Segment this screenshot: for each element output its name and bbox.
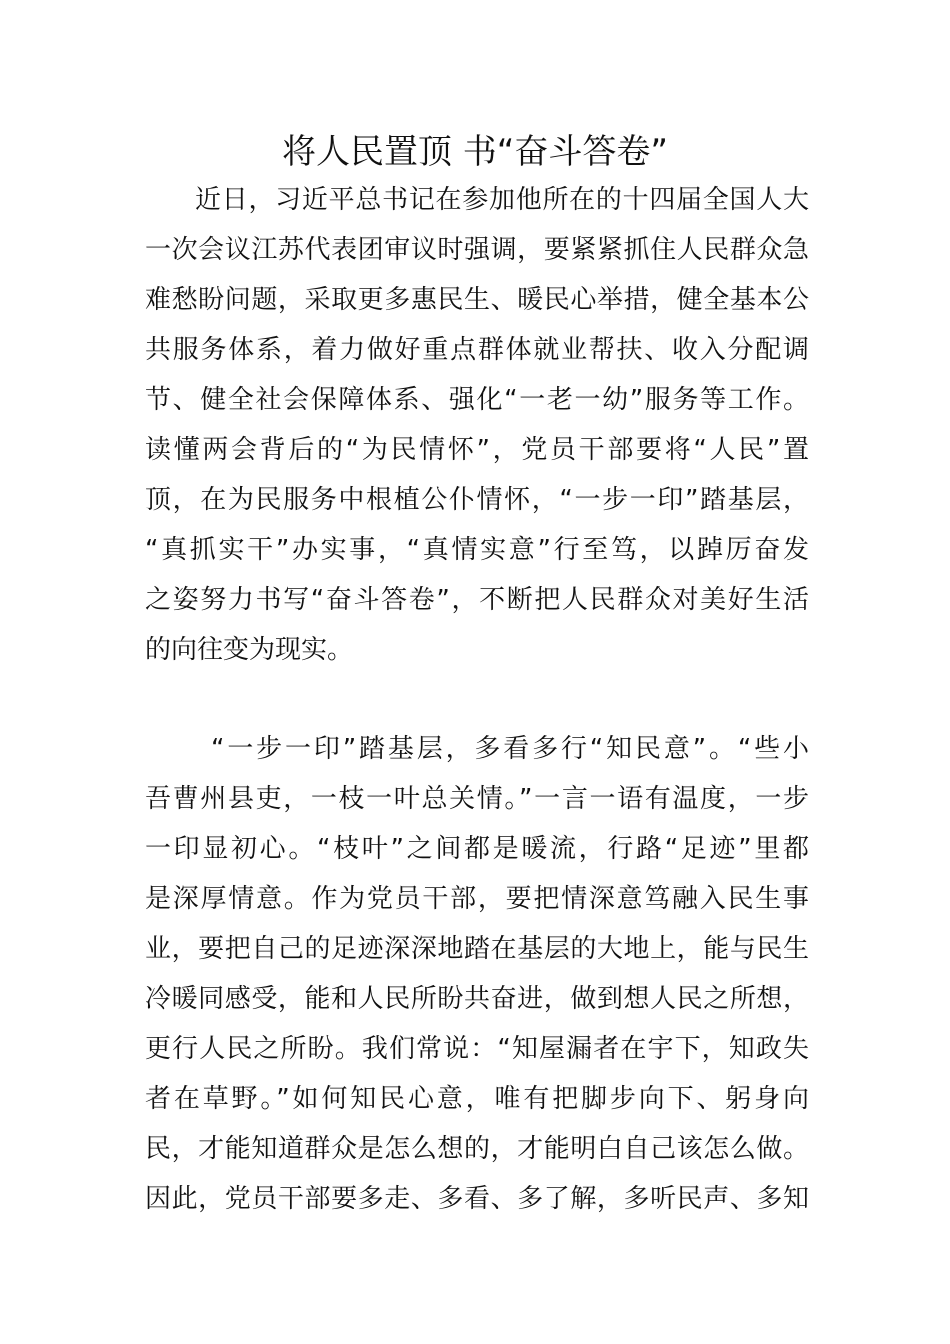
paragraph-2-line: 冷暖同感受，能和人民所盼共奋进，做到想人民之所想， bbox=[145, 984, 809, 1014]
paragraph-1-line: 难愁盼问题，采取更多惠民生、暖民心举措，健全基本公 bbox=[145, 285, 809, 315]
paragraph-2-line: “一步一印”踏基层，多看多行“知民意”。“些小 bbox=[211, 734, 809, 764]
document-title: 将人民置顶 书“奋斗答卷” bbox=[281, 132, 669, 172]
paragraph-2-line: 吾曹州县吏，一枝一叶总关情。”一言一语有温度，一步 bbox=[145, 784, 809, 814]
paragraph-1-line: “真抓实干”办实事，“真情实意”行至笃，以踔厉奋发 bbox=[145, 535, 809, 565]
paragraph-1-line: 一次会议江苏代表团审议时强调，要紧紧抓住人民群众急 bbox=[145, 235, 809, 265]
paragraph-1-line: 读懂两会背后的“为民情怀”，党员干部要将“人民”置 bbox=[145, 435, 809, 465]
paragraph-2-line: 民，才能知道群众是怎么想的，才能明白自己该怎么做。 bbox=[145, 1134, 809, 1164]
paragraph-1-line: 近日，习近平总书记在参加他所在的十四届全国人大 bbox=[195, 185, 809, 215]
paragraph-1-line: 的向往变为现实。 bbox=[145, 635, 354, 665]
paragraph-2-line: 业，要把自己的足迹深深地踏在基层的大地上，能与民生 bbox=[145, 934, 809, 964]
paragraph-2-line: 者在草野。”如何知民心意，唯有把脚步向下、躬身向 bbox=[145, 1084, 809, 1114]
paragraph-2-line: 是深厚情意。作为党员干部，要把情深意笃融入民生事 bbox=[145, 884, 809, 914]
paragraph-2-line: 一印显初心。“枝叶”之间都是暖流，行路“足迹”里都 bbox=[145, 834, 809, 864]
paragraph-1-line: 节、健全社会保障体系、强化“一老一幼”服务等工作。 bbox=[145, 385, 809, 415]
paragraph-1-line: 共服务体系，着力做好重点群体就业帮扶、收入分配调 bbox=[145, 335, 809, 365]
paragraph-1-line: 之姿努力书写“奋斗答卷”，不断把人民群众对美好生活 bbox=[145, 585, 809, 615]
paragraph-2-line: 更行人民之所盼。我们常说：“知屋漏者在宇下，知政失 bbox=[145, 1034, 809, 1064]
paragraph-2-line: 因此，党员干部要多走、多看、多了解，多听民声、多知 bbox=[145, 1184, 809, 1214]
paragraph-1-line: 顶，在为民服务中根植公仆情怀，“一步一印”踏基层， bbox=[145, 485, 809, 515]
